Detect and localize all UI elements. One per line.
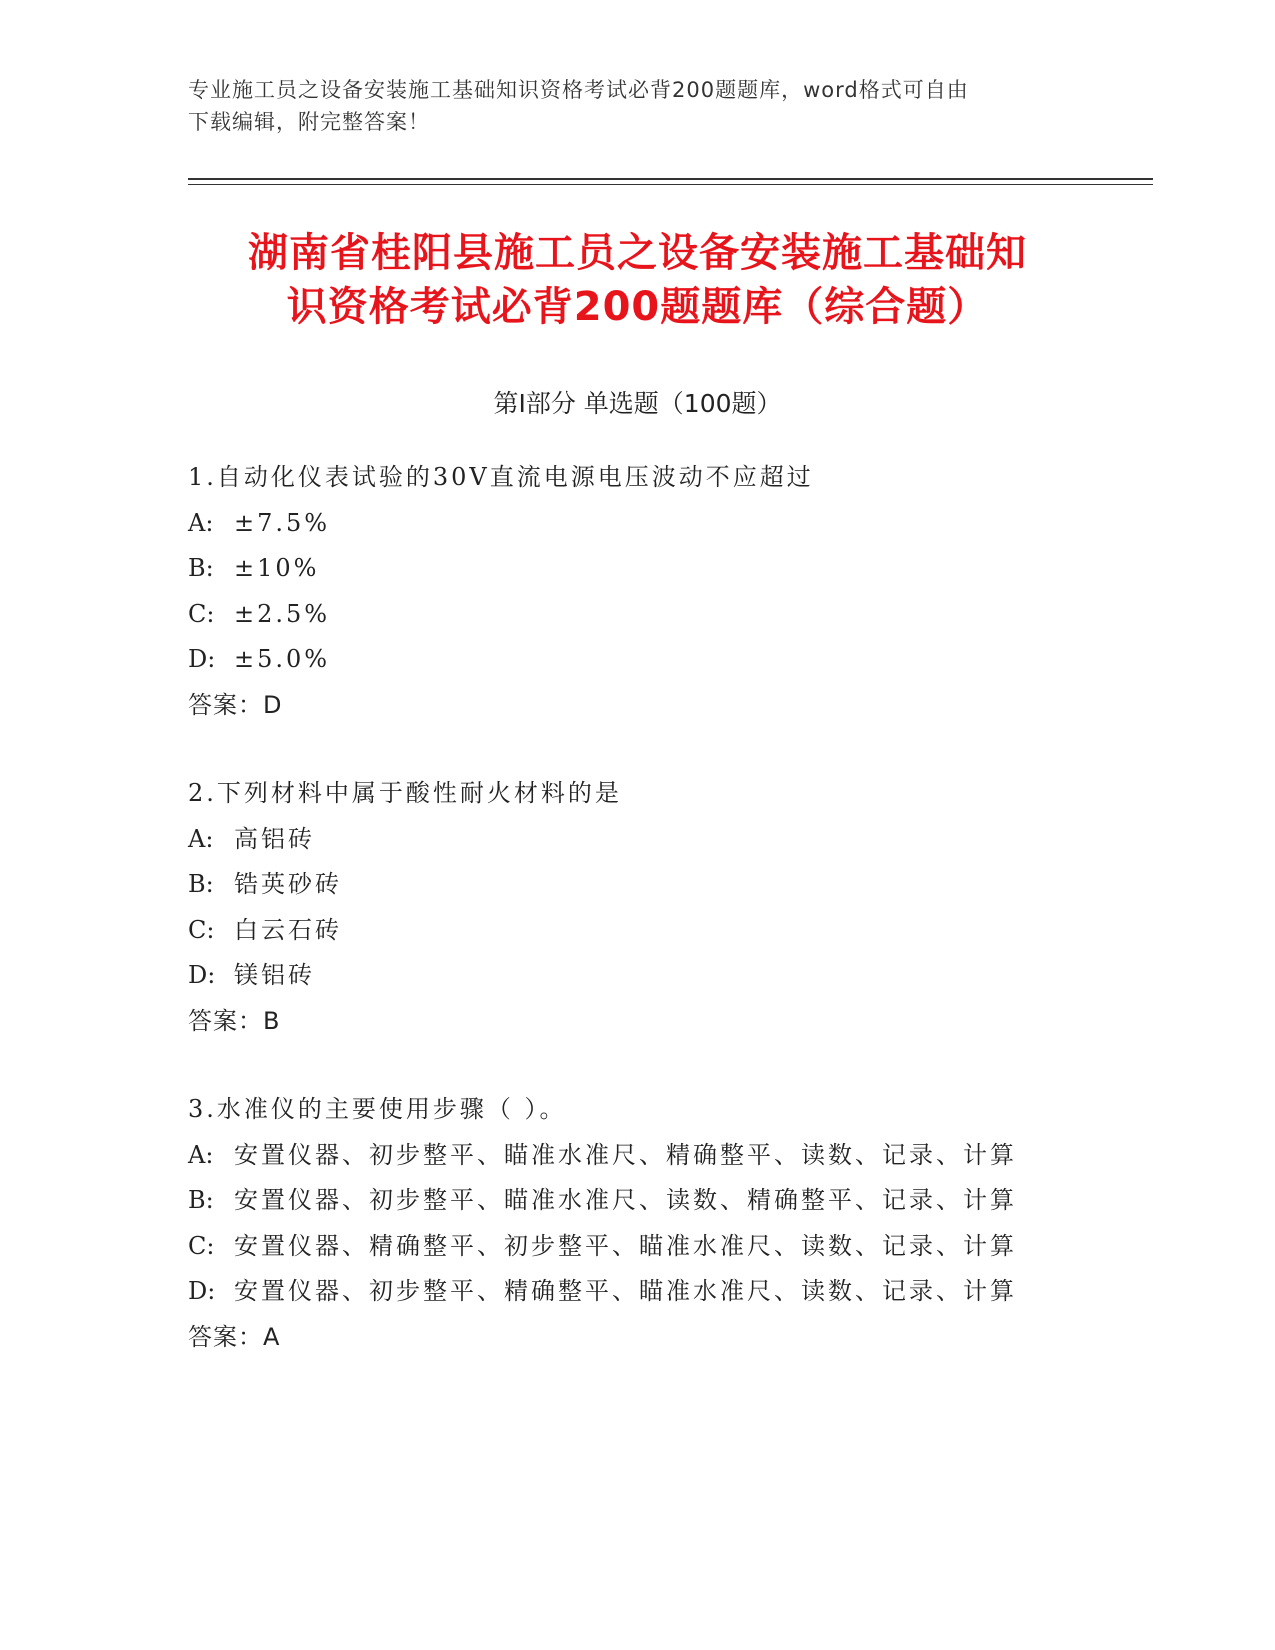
document-title-line-1: 湖南省桂阳县施工员之设备安装施工基础知: [248, 230, 1027, 276]
question-option: [188, 908, 1148, 954]
option-text: 高铝砖: [234, 824, 315, 853]
question-option: [188, 1133, 1148, 1179]
option-key: A:: [188, 824, 214, 853]
option-text: 安置仪器、初步整平、瞄准水准尺、读数、精确整平、记录、计算: [234, 1186, 1017, 1214]
option-key: A:: [188, 508, 214, 537]
question-block: [188, 455, 1148, 728]
question-block: [188, 1087, 1148, 1360]
option-text: ±2.5%: [234, 599, 331, 628]
option-key: D:: [188, 1277, 216, 1305]
question-stem: 3.水准仪的主要使用步骤（ ）。: [188, 1095, 567, 1123]
question-answer: 答案：B: [188, 1006, 281, 1035]
question-option: [188, 817, 1148, 863]
option-text: ±7.5%: [234, 508, 331, 537]
option-key: D:: [188, 961, 216, 989]
option-key: C:: [188, 1231, 215, 1260]
option-text: 镁铝砖: [234, 961, 315, 989]
option-text: 安置仪器、精确整平、初步整平、瞄准水准尺、读数、记录、计算: [234, 1231, 1017, 1260]
question-stem: 2.下列材料中属于酸性耐火材料的是: [188, 779, 622, 807]
question-option: [188, 546, 1148, 592]
header-note: [188, 74, 1088, 138]
option-text: ±10%: [234, 554, 320, 582]
option-text: ±5.0%: [234, 645, 331, 673]
option-text: 锆英砂砖: [234, 870, 342, 898]
option-text: 安置仪器、初步整平、瞄准水准尺、精确整平、读数、记录、计算: [234, 1140, 1017, 1169]
question-option: [188, 592, 1148, 638]
question-block: [188, 771, 1148, 1044]
option-key: C:: [188, 915, 215, 944]
question-option: [188, 637, 1148, 683]
option-key: A:: [188, 1140, 214, 1169]
option-text: 安置仪器、初步整平、精确整平、瞄准水准尺、读数、记录、计算: [234, 1277, 1017, 1305]
document-title: [150, 226, 1125, 334]
option-key: D:: [188, 645, 216, 673]
header-divider-thin: [188, 184, 1153, 185]
option-key: B:: [188, 1186, 214, 1214]
header-note-line-1: 专业施工员之设备安装施工基础知识资格考试必背200题题库，word格式可自由: [188, 78, 969, 102]
option-key: B:: [188, 870, 214, 898]
question-stem: 1.自动化仪表试验的30V直流电源电压波动不应超过: [188, 463, 814, 491]
option-key: C:: [188, 599, 215, 628]
header-note-line-2: 下载编辑，附完整答案！: [188, 110, 430, 134]
question-option: [188, 1224, 1148, 1270]
question-option: [188, 501, 1148, 547]
question-option: [188, 1178, 1148, 1224]
question-answer: 答案：A: [188, 1322, 281, 1351]
option-text: 白云石砖: [234, 915, 342, 944]
question-option: [188, 953, 1148, 999]
document-title-line-2: 识资格考试必背200题题库（综合题）: [286, 284, 989, 330]
question-option: [188, 1269, 1148, 1315]
option-key: B:: [188, 554, 214, 582]
question-option: [188, 862, 1148, 908]
question-answer: 答案：D: [188, 690, 283, 719]
header-divider-thick: [188, 178, 1153, 180]
section-title: 第Ⅰ部分 单选题（100题）: [493, 389, 782, 418]
